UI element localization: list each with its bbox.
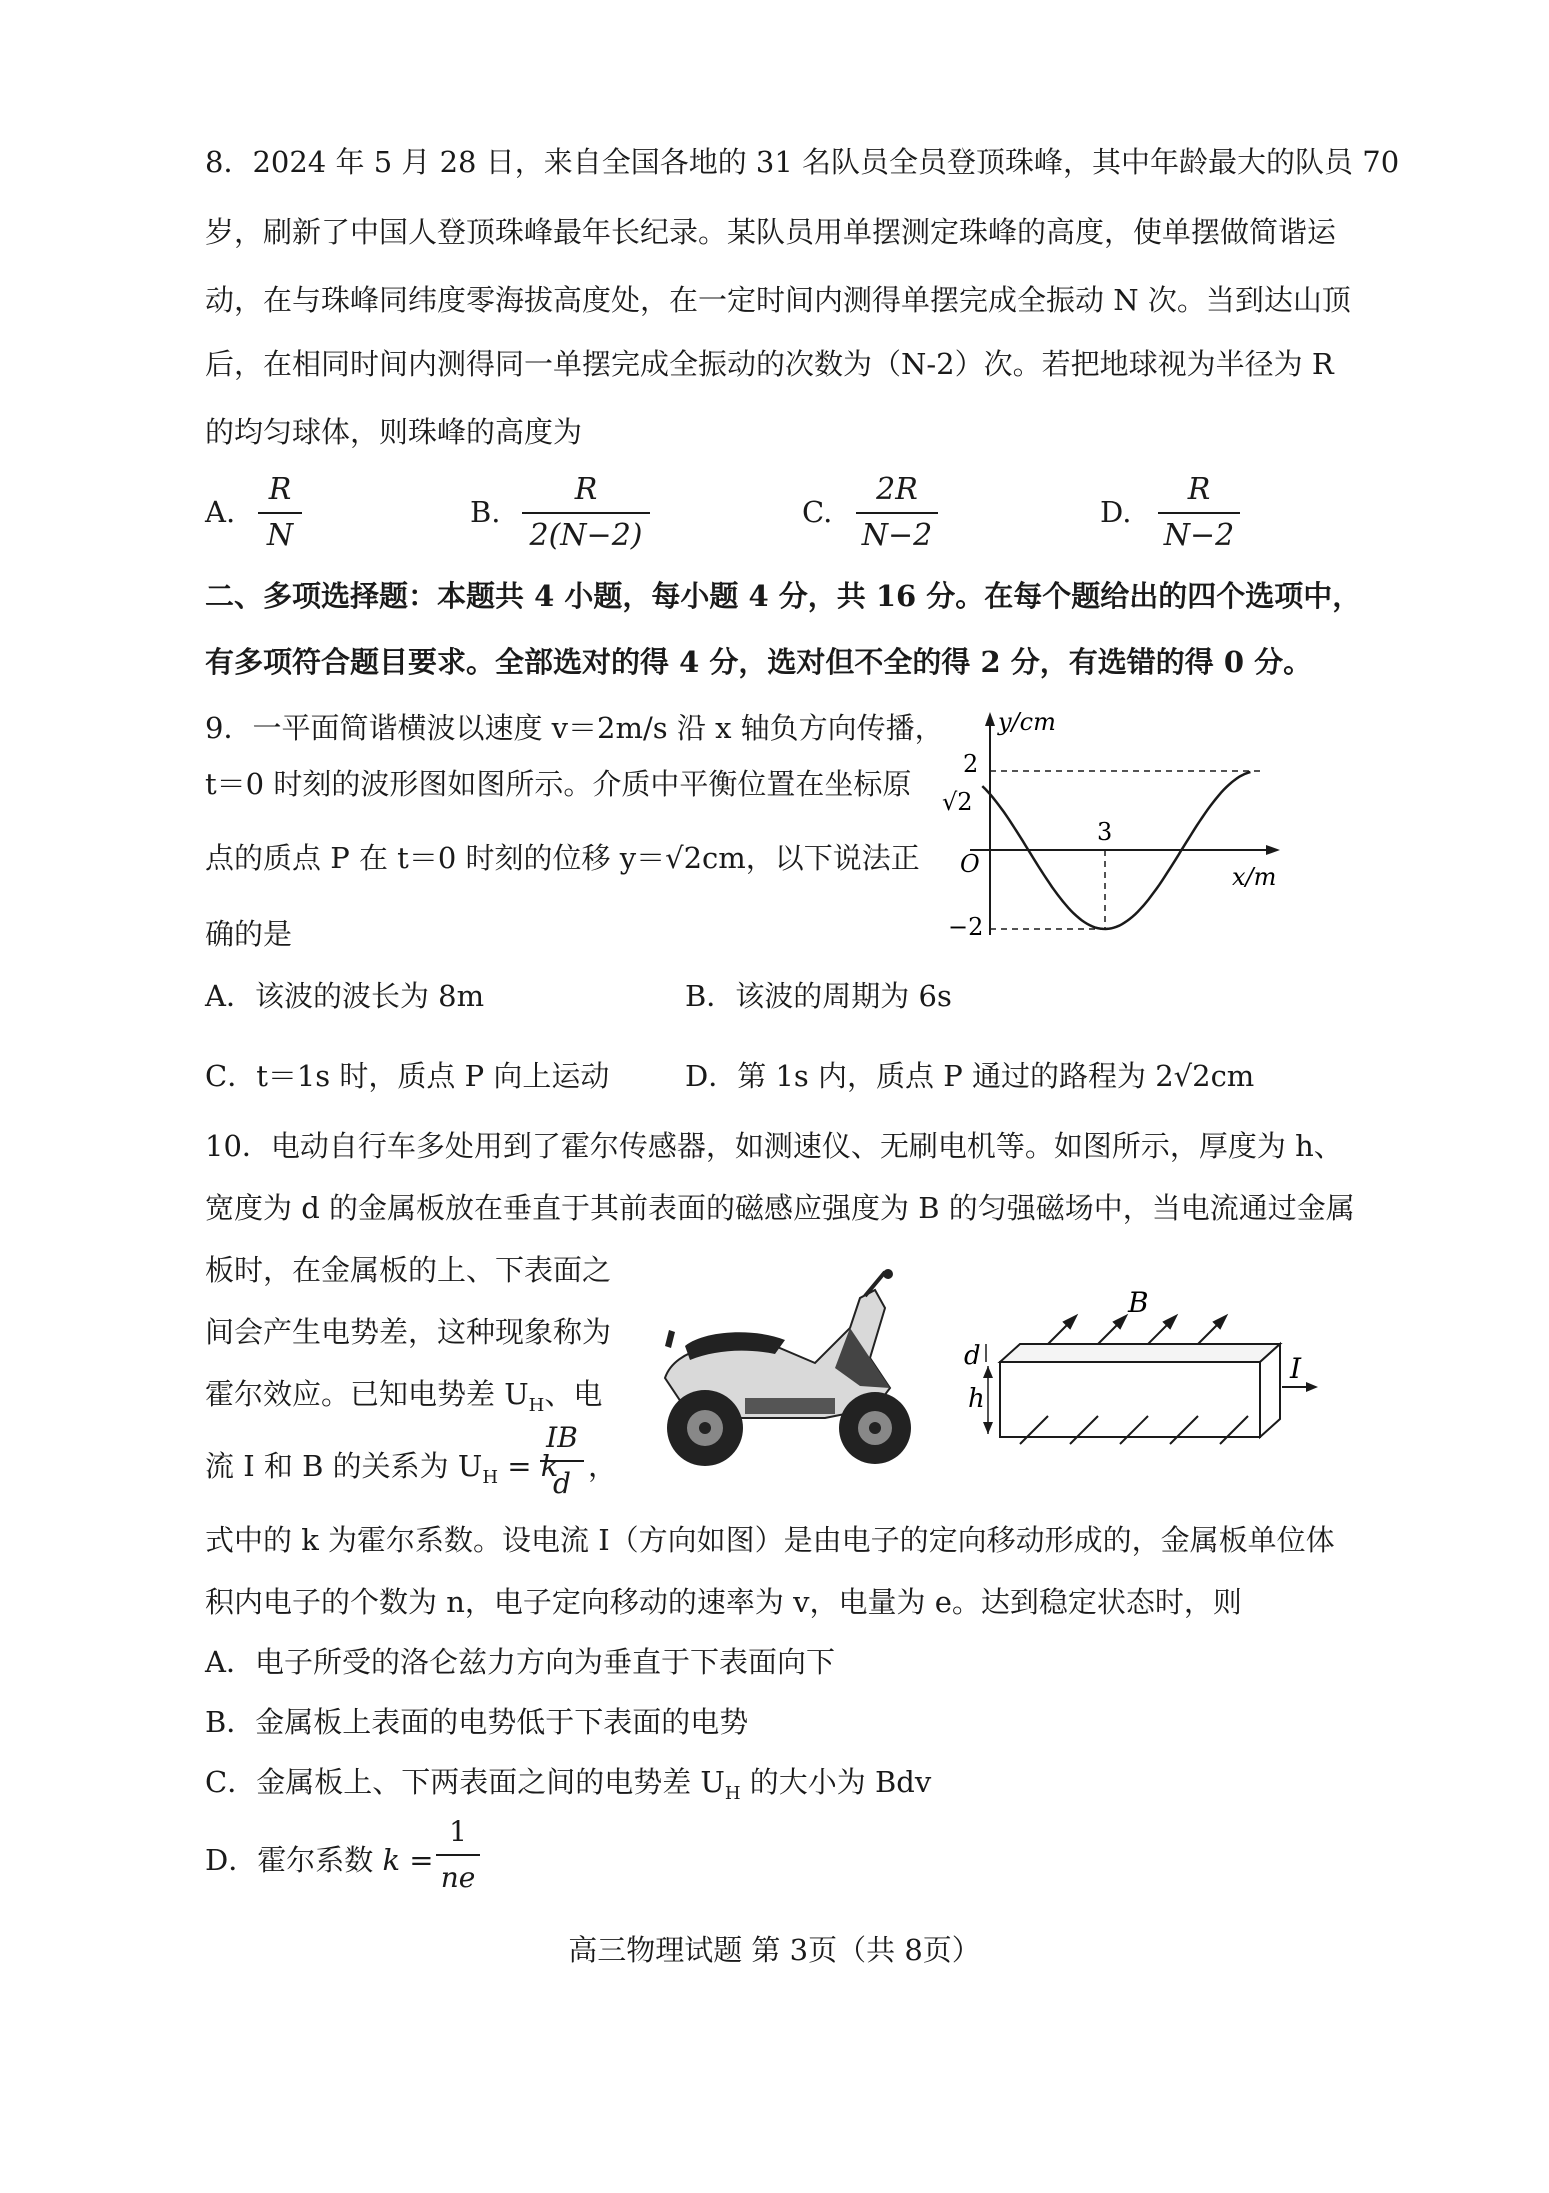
q8-option-d-fraction xyxy=(1158,470,1240,556)
q10-side-line-2: 间会产生电势差，这种现象称为 xyxy=(205,1315,612,1349)
q8-option-a-label: A. xyxy=(205,495,236,529)
q10-option-b: B．金属板上表面的电势低于下表面的电势 xyxy=(205,1705,749,1739)
q9-option-b: B．该波的周期为 6s xyxy=(685,979,952,1013)
q8-line-1: 8．2024 年 5 月 28 日，来自全国各地的 31 名队员全员登顶珠峰，其中年龄最大的队员 70 xyxy=(205,145,1400,179)
q10-option-d-k: k xyxy=(382,1843,401,1877)
hall-i-label: I xyxy=(1290,1352,1302,1385)
q8-line-3: 动，在与珠峰同纬度零海拔高度处，在一定时间内测得单摆完成全振动 N 次。当到达山顶 xyxy=(205,283,1351,317)
q10-option-c-sub: H xyxy=(724,1782,741,1804)
q10-option-d-den: ne xyxy=(440,1861,476,1894)
q9-line-3: 点的质点 P 在 t＝0 时刻的位移 y＝√2cm，以下说法正 xyxy=(205,841,920,875)
q9-graph-xtick-3: 3 xyxy=(1097,818,1113,846)
q8-option-c-den: N−2 xyxy=(861,518,933,553)
section2-line-1: 二、多项选择题：本题共 4 小题，每小题 4 分，共 16 分。在每个题给出的四个选项中， xyxy=(205,579,1362,613)
q9-line-4: 确的是 xyxy=(205,917,293,951)
q10-line-2: 宽度为 d 的金属板放在垂直于其前表面的磁感应强度为 B 的匀强磁场中，当电流通过金属 xyxy=(205,1191,1355,1225)
q8-option-c-num: 2R xyxy=(876,472,918,507)
hall-plate-diagram xyxy=(960,1282,1320,1482)
q10-side-line-4-text: 流 I 和 B 的关系为 U xyxy=(205,1449,483,1483)
q10-option-c xyxy=(205,1762,931,1814)
q10-side-line-3-sub: H xyxy=(528,1394,545,1416)
q10-side-line-4-sub: H xyxy=(482,1466,499,1488)
hall-h-label: h xyxy=(968,1384,985,1414)
hall-b-label: B xyxy=(1128,1286,1149,1319)
q10-formula-fraction xyxy=(540,1418,584,1504)
q8-option-d-num: R xyxy=(1187,472,1211,507)
q10-option-d-text: D．霍尔系数 xyxy=(205,1843,374,1877)
q10-formula-k: k xyxy=(540,1449,559,1483)
q9-graph-ylabel: y/cm xyxy=(998,708,1056,736)
q10-side-line-3-suffix: 、电 xyxy=(544,1377,603,1411)
q9-wave-graph xyxy=(930,700,1290,950)
q8-option-b-den: 2(N−2) xyxy=(529,518,643,553)
q9-line-1: 9．一平面简谐横波以速度 v＝2m/s 沿 x 轴负方向传播， xyxy=(205,711,944,745)
q9-option-c: C．t＝1s 时，质点 P 向上运动 xyxy=(205,1059,610,1093)
q10-formula-num: IB xyxy=(546,1421,578,1454)
hall-d-label: d xyxy=(964,1341,981,1371)
q8-option-d-label: D. xyxy=(1100,495,1132,529)
q10-side-line-3-text: 霍尔效应。已知电势差 U xyxy=(205,1377,529,1411)
q9-graph-ytick-2: 2 xyxy=(963,750,979,778)
q10-side-line-4: 流 I 和 B 的关系为 $U_H = k$ xyxy=(205,1449,559,1488)
q10-formula-comma: ， xyxy=(588,1449,618,1483)
scooter-illustration xyxy=(645,1268,925,1478)
q10-option-c-text: C．金属板上、下两表面之间的电势差 U xyxy=(205,1765,725,1799)
q10-option-d-fraction xyxy=(436,1812,480,1898)
q8-option-b-label: B. xyxy=(470,495,501,529)
q8-line-5: 的均匀球体，则珠峰的高度为 xyxy=(205,415,583,449)
q8-option-b-fraction xyxy=(522,470,650,556)
q9-option-d: D．第 1s 内，质点 P 通过的路程为 2√2cm xyxy=(685,1059,1255,1093)
q9-line-2: t＝0 时刻的波形图如图所示。介质中平衡位置在坐标原 xyxy=(205,767,912,801)
q10-option-c-suffix: 的大小为 Bdv xyxy=(740,1765,932,1799)
q10-option-d: D．霍尔系数 k = xyxy=(205,1843,434,1877)
section2-line-2: 有多项符合题目要求。全部选对的得 4 分，选对但不全的得 2 分，有选错的得 0 分。 xyxy=(205,645,1313,679)
q9-graph-ytick-sqrt2: √2 xyxy=(942,788,973,816)
page-footer: 高三物理试题 第 3页（共 8页） xyxy=(568,1933,981,1967)
q9-graph-origin: O xyxy=(960,850,980,878)
q10-side-line-1: 板时，在金属板的上、下表面之 xyxy=(205,1253,612,1287)
q10-formula-den: d xyxy=(553,1467,571,1500)
q8-option-a-den: N xyxy=(266,518,294,553)
q9-graph-xlabel: x/m xyxy=(1232,863,1277,891)
q10-after-line-1: 式中的 k 为霍尔系数。设电流 I（方向如图）是由电子的定向移动形成的，金属板单位体 xyxy=(205,1523,1335,1557)
q8-option-b-num: R xyxy=(574,472,598,507)
q10-option-a: A．电子所受的洛仑兹力方向为垂直于下表面向下 xyxy=(205,1645,835,1679)
q8-line-2: 岁，刷新了中国人登顶珠峰最年长纪录。某队员用单摆测定珠峰的高度，使单摆做简谐运 xyxy=(205,215,1337,249)
q8-option-d-den: N−2 xyxy=(1163,518,1235,553)
q9-option-a: A．该波的波长为 8m xyxy=(205,979,485,1013)
q10-line-1: 10．电动自行车多处用到了霍尔传感器，如测速仪、无刷电机等。如图所示，厚度为 h、 xyxy=(205,1129,1343,1163)
q10-option-d-num: 1 xyxy=(449,1815,467,1848)
q8-option-a-fraction xyxy=(258,470,302,556)
q8-option-c-label: C. xyxy=(802,495,833,529)
q10-after-line-2: 积内电子的个数为 n，电子定向移动的速率为 v，电量为 e。达到稳定状态时，则 xyxy=(205,1585,1242,1619)
q8-line-4: 后，在相同时间内测得同一单摆完成全振动的次数为（N-2）次。若把地球视为半径为 R xyxy=(205,347,1334,381)
q8-option-a-num: R xyxy=(268,472,292,507)
q9-graph-ytick-neg2: −2 xyxy=(948,913,984,941)
q8-option-c-fraction xyxy=(856,470,938,556)
